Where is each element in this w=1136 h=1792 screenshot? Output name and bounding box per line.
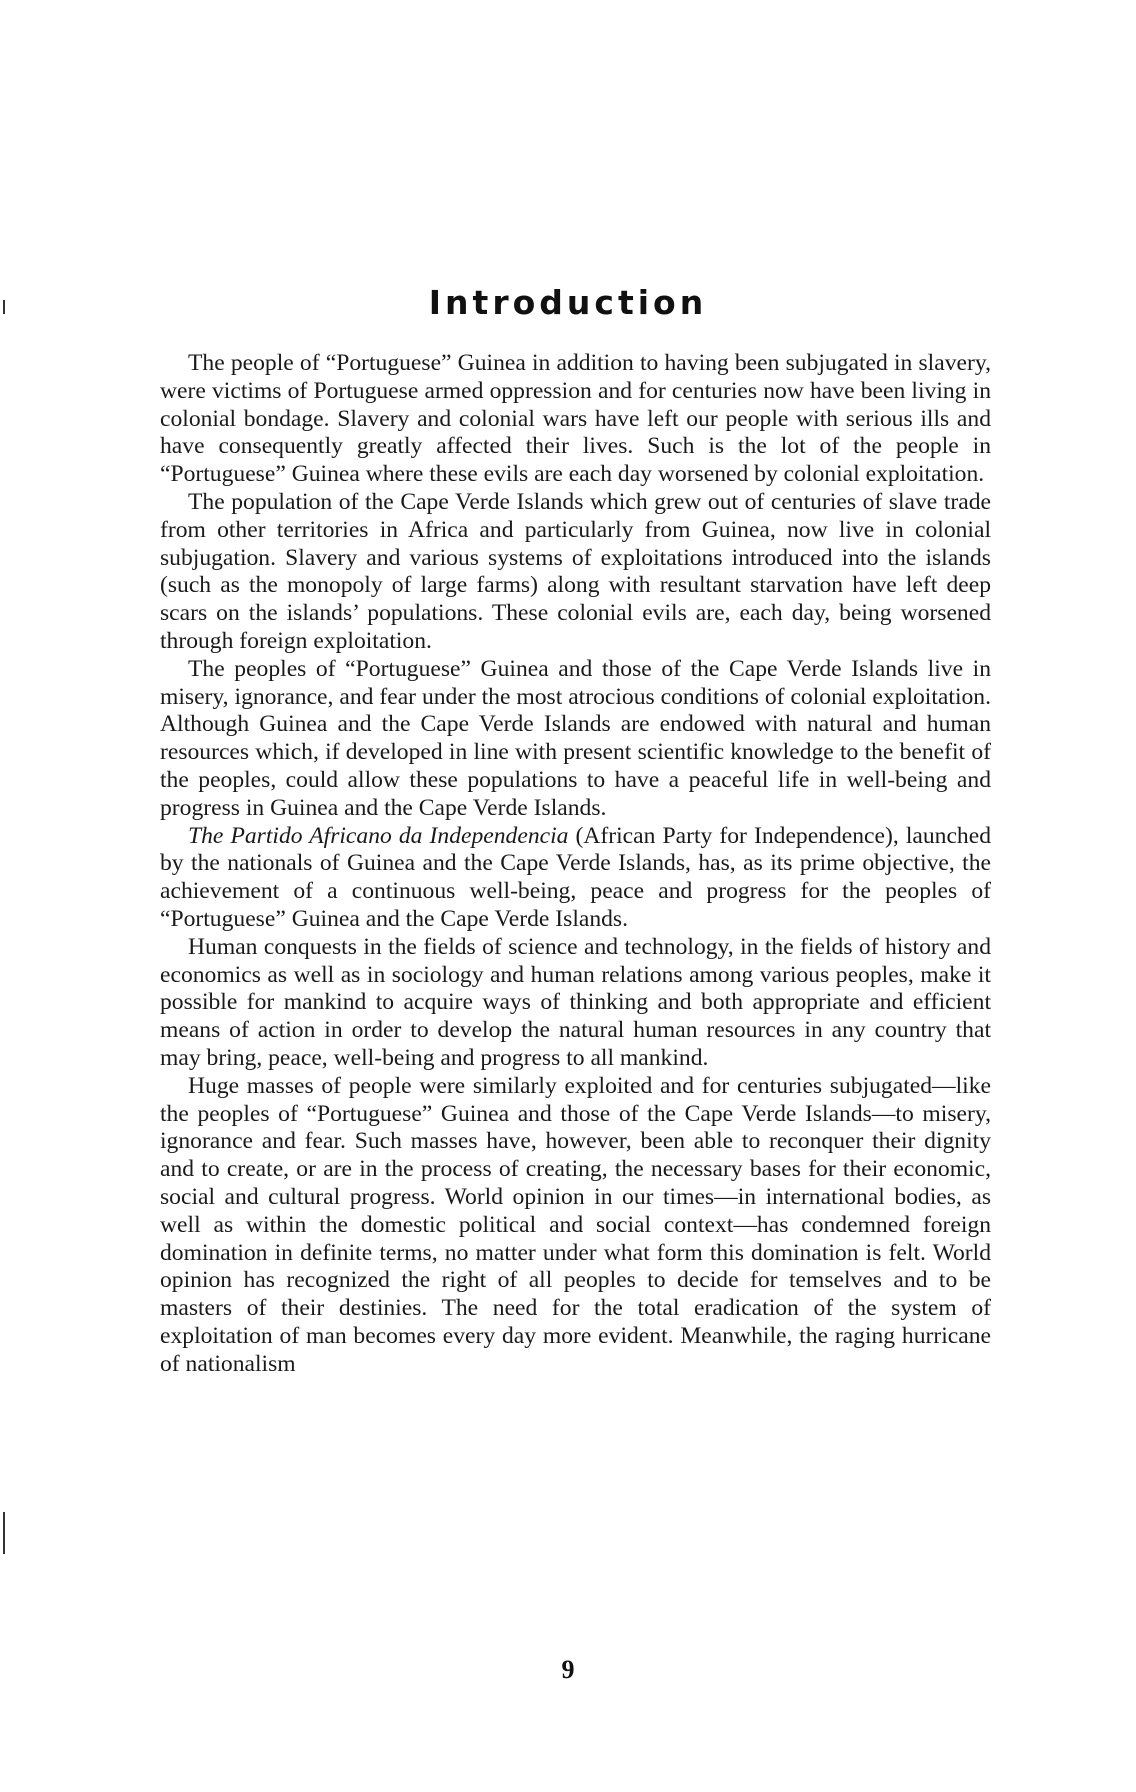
paragraph-text: The peoples of “Portuguese” Guinea and those of the Cape Verde Islands live in misery, ignorance, and fear under the most atrocious conditions of colonial exploitation. Although Guinea and the Cape Verde Islands are endowed with natural and human resources which, if developed in line with present scientific knowledge to the benefit of the peoples, could allow these populations to have a peaceful life in well-being and progress in Guinea and the Cape Verde Islands. xyxy=(160,655,991,821)
scan-edge-mark xyxy=(3,1512,5,1554)
paragraph-text: The population of the Cape Verde Islands which grew out of centuries of slave trade from other territories in Africa and particularly from Guinea, now live in colonial subjugation. Slavery and various systems of exploitations introduced into the islands (such as the monopoly of large farms) along with resultant starvation have left deep scars on the islands’ populations. These colonial evils are, each day, being worsened through foreign exploitation. xyxy=(160,488,991,654)
page-number: 9 xyxy=(561,1655,575,1684)
paragraph xyxy=(160,1073,991,1379)
paragraph-text: The people of “Portuguese” Guinea in addition to having been subjugated in slavery, were victims of Portuguese armed oppression and for centuries now have been living in colonial bondage. Slavery and colonial wars have left our people with serious ills and have consequently greatly affected their lives. Such is the lot of the people in “Portuguese” Guinea where these evils are each day worsened by colonial exploitation. xyxy=(160,350,991,488)
party-name: The Partido Africano da Independencia xyxy=(188,822,569,849)
paragraph xyxy=(160,656,991,823)
paragraph-text: (African Party for Independence), launched by the nationals of Guinea and the Cape Verde Islands, has, as its prime objective, the achievement of a continuous well-being, peace and progress for the peoples of “Portuguese” Guinea and the Cape Verde Islands. xyxy=(160,822,991,932)
paragraph xyxy=(160,350,991,489)
page-title: Introduction xyxy=(428,283,708,322)
paragraph-text: Huge masses of people were similarly exploited and for centuries subjugated—like the peoples of “Portuguese” Guinea and those of the Cape Verde Islands—to misery, ignorance and fear. Such masses have, however, been able to reconquer their dignity and to create, or are in the process of creating, the necessary bases for their economic, social and cultural progress. World opinion in our times—in international bodies, as well as within the domestic political and social context—has condemned foreign domination in definite terms, no matter under what form this domination is felt. World opinion has recognized the right of all peoples to decide for temselves and to be masters of their destinies. The need for the total eradication of the system of exploitation of man becomes every day more evident. Meanwhile, the raging hurricane of nationalism xyxy=(160,1072,991,1377)
paragraph xyxy=(160,823,991,934)
paragraph xyxy=(160,934,991,1073)
paragraph-text: Human conquests in the fields of science and technology, in the fields of history and economics as well as in sociology and human relations among various peoples, make it possible for mankind to acquire ways of thinking and both appropriate and efficient means of action in order to develop the natural human resources in any country that may bring, peace, well-being and progress to all mankind. xyxy=(160,933,991,1071)
paragraph xyxy=(160,489,991,656)
body-text xyxy=(160,350,991,1378)
